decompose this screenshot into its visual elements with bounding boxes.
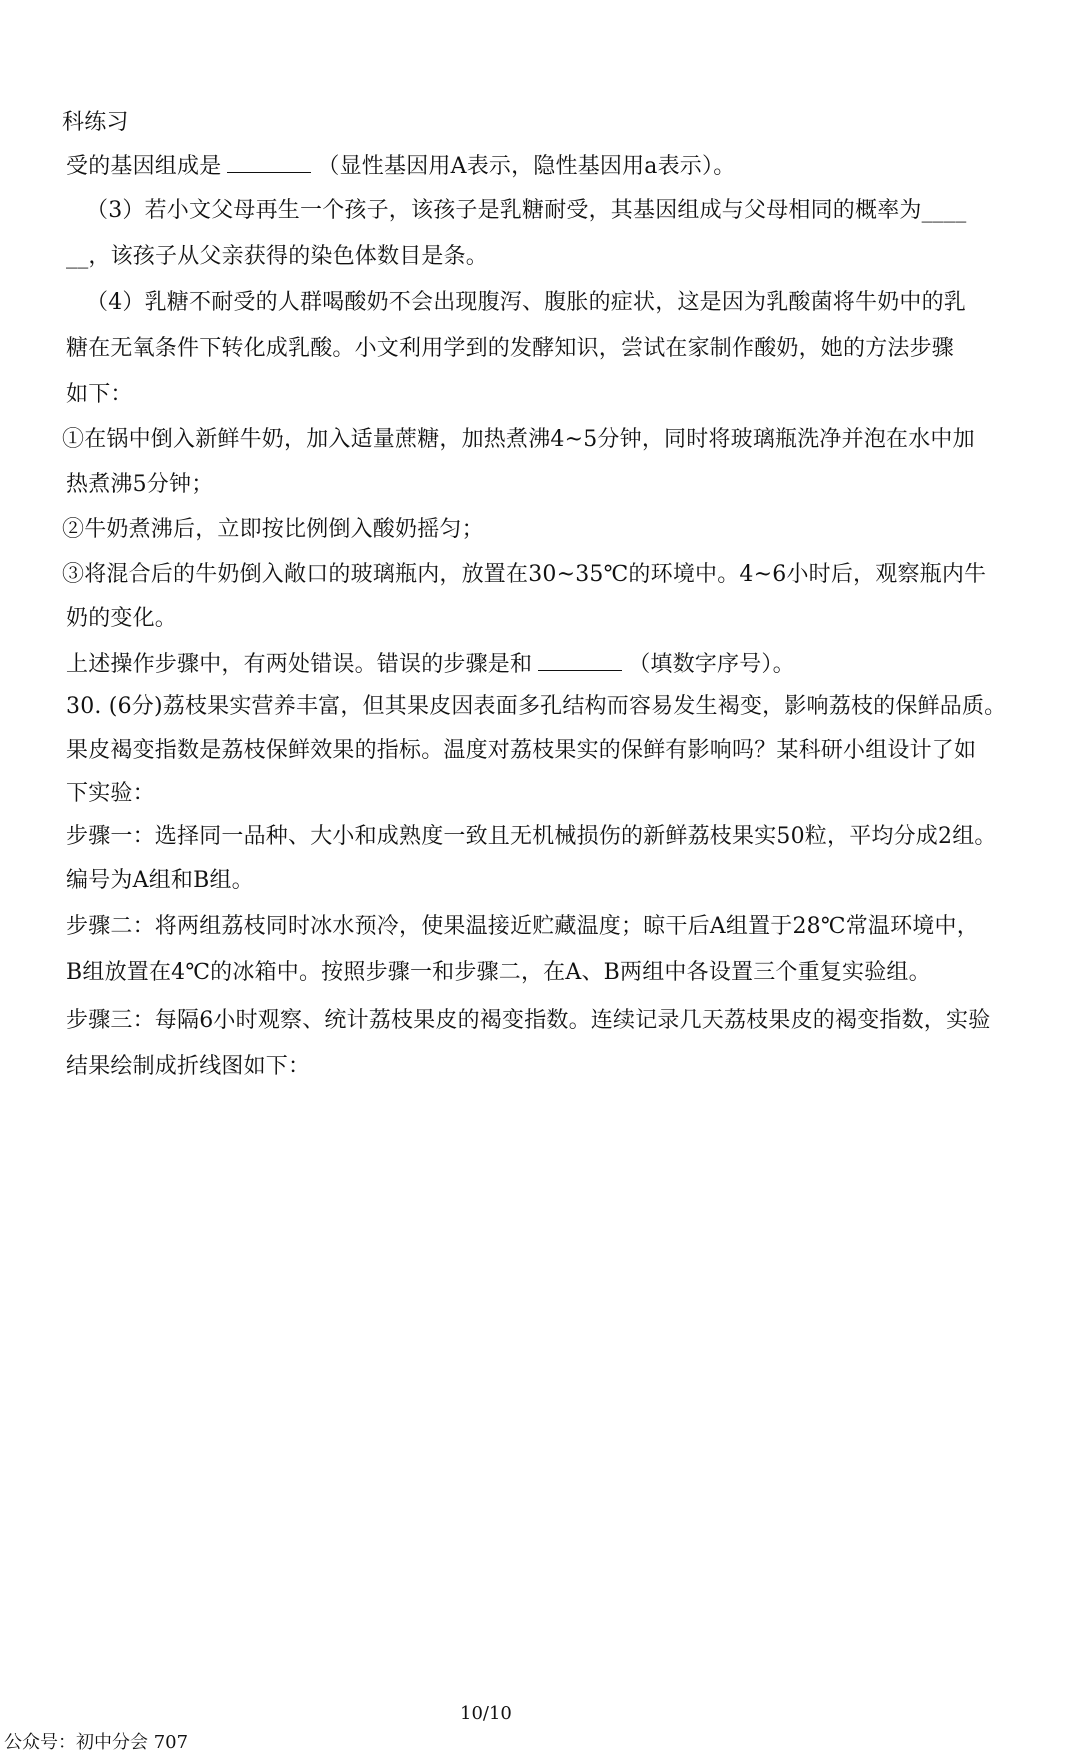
genotype-answer-blank[interactable]	[227, 150, 311, 173]
part4-line2: 糖在无氧条件下转化成乳酸。小文利用学到的发酵知识，尝试在家制作酸奶，她的方法步骤	[66, 336, 955, 361]
error-question-text: 上述操作步骤中，有两处错误。错误的步骤是和	[66, 652, 533, 677]
genotype-question-text: 受的基因组成是	[66, 154, 222, 179]
part4-line3: 如下：	[66, 382, 133, 407]
step1-line2: 热煮沸5分钟；	[66, 472, 214, 497]
q30-step1-line1: 步骤一：选择同一品种、大小和成熟度一致且无机械损伤的新鲜荔枝果实50粒，平均分成2组。	[66, 824, 997, 849]
error-question-note: （填数字序号）。	[628, 652, 795, 677]
q30-step3-line2: 结果绘制成折线图如下：	[66, 1054, 311, 1079]
part3-line1: （3）若小文父母再生一个孩子，该孩子是乳糖耐受，其基因组成与父母相同的概率为____	[86, 198, 967, 223]
genotype-question-line	[66, 150, 735, 182]
q30-step2-line1: 步骤二：将两组荔枝同时冰水预冷，使果温接近贮藏温度；晾干后A组置于28℃常温环境中，	[66, 914, 979, 939]
part4-line1: （4）乳糖不耐受的人群喝酸奶不会出现腹泻、腹胀的症状，这是因为乳酸菌将牛奶中的乳	[86, 290, 966, 315]
q30-step3-line1: 步骤三：每隔6小时观察、统计荔枝果皮的褐变指数。连续记录几天荔枝果皮的褐变指数，实验	[66, 1008, 991, 1033]
error-question-line	[66, 648, 795, 680]
q30-step2-line2: B组放置在4℃的冰箱中。按照步骤一和步骤二，在A、B两组中各设置三个重复实验组。	[66, 960, 931, 985]
step3-line1: ③将混合后的牛奶倒入敞口的玻璃瓶内，放置在30~35℃的环境中。4~6小时后，观察瓶内牛	[62, 562, 987, 587]
part3-line2: __，该孩子从父亲获得的染色体数目是条。	[66, 244, 489, 269]
error-answer-blank[interactable]	[538, 648, 622, 671]
footer-account: 公众号：初中分会 707	[4, 1732, 189, 1753]
genotype-question-note: （显性基因用A表示，隐性基因用a表示）。	[317, 154, 736, 179]
q30-line3: 下实验：	[66, 781, 155, 806]
step1-line1: ①在锅中倒入新鲜牛奶，加入适量蔗糖，加热煮沸4~5分钟，同时将玻璃瓶洗净并泡在水中加	[62, 427, 975, 452]
q30-step1-line2: 编号为A组和B组。	[66, 868, 254, 893]
q30-line2: 果皮褐变指数是荔枝保鲜效果的指标。温度对荔枝果实的保鲜有影响吗？某科研小组设计了如	[66, 738, 977, 763]
q30-line1: 30. (6分)荔枝果实营养丰富，但其果皮因表面多孔结构而容易发生褐变，影响荔枝的保鲜品质。	[66, 694, 1007, 719]
step3-line2: 奶的变化。	[66, 606, 178, 631]
page-number: 10/10	[460, 1703, 512, 1724]
page-header: 科练习	[62, 110, 129, 135]
step2-line: ②牛奶煮沸后，立即按比例倒入酸奶摇匀；	[62, 517, 484, 542]
